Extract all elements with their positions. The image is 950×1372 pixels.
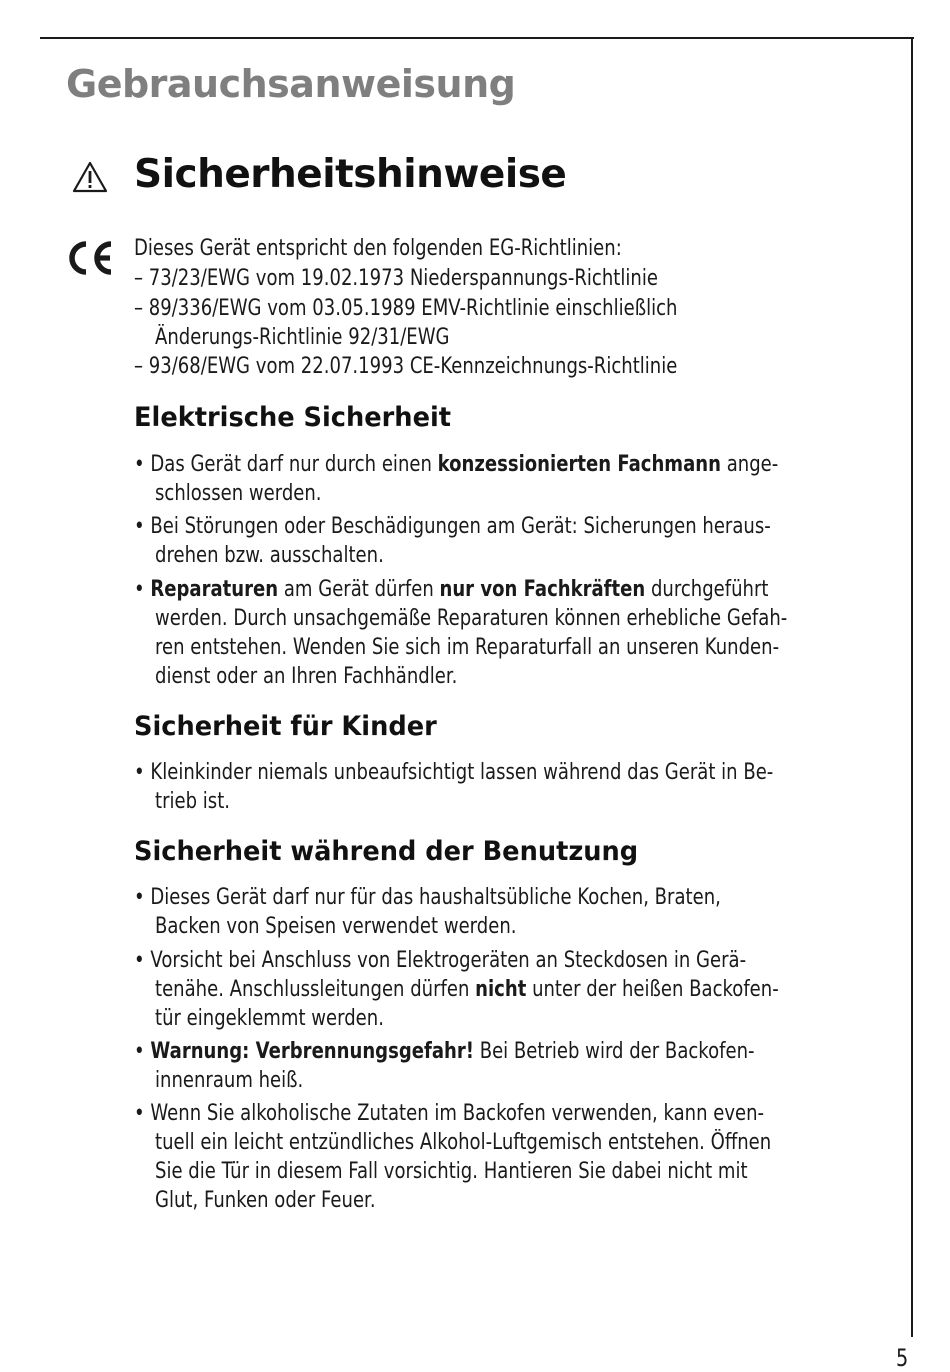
list-item-continuation: tenähe. Anschlussleitungen dürfen nicht unter der heißen Backofen- [155,977,779,1002]
list-item: • Warnung: Verbrennungsgefahr! Bei Betrieb wird der Backofen- [134,1039,755,1064]
list-item-continuation: dienst oder an Ihren Fachhändler. [155,664,458,689]
list-item-continuation: schlossen werden. [155,481,322,506]
list-item-continuation: trieb ist. [155,789,231,814]
top-rule [40,37,914,39]
list-item-continuation: innenraum heiß. [155,1068,304,1093]
list-item: • Vorsicht bei Anschluss von Elektrogeräten an Steckdosen in Gerä- [134,948,747,973]
right-rule [911,37,913,1337]
list-item: • Kleinkinder niemals unbeaufsichtigt lassen während das Gerät in Be- [134,760,774,785]
ce-directive-line: – 73/23/EWG vom 19.02.1973 Niederspannungs-Richtlinie [134,266,658,291]
list-item-continuation: tür eingeklemmt werden. [155,1006,384,1031]
list-item-continuation: Glut, Funken oder Feuer. [155,1188,376,1213]
heading-usage-safety: Sicherheit während der Benutzung [134,836,639,867]
ce-directive-line: Änderungs-Richtlinie 92/31/EWG [155,325,450,350]
ce-directive-line: – 89/336/EWG vom 03.05.1989 EMV-Richtlinie einschließlich [134,296,678,321]
list-item-continuation: tuell ein leicht entzündliches Alkohol-Luftgemisch entstehen. Öffnen [155,1130,772,1155]
list-item-continuation: werden. Durch unsachgemäße Reparaturen können erhebliche Gefah- [155,606,788,631]
ce-intro-line: Dieses Gerät entspricht den folgenden EG-Richtlinien: [134,236,622,261]
document-title: Gebrauchsanweisung [66,62,516,106]
list-item: • Bei Störungen oder Beschädigungen am Gerät: Sicherungen heraus- [134,514,771,539]
list-item: • Das Gerät darf nur durch einen konzessionierten Fachmann ange- [134,452,779,477]
list-item: • Wenn Sie alkoholische Zutaten im Backofen verwenden, kann even- [134,1101,765,1126]
list-item: • Dieses Gerät darf nur für das haushaltsübliche Kochen, Braten, [134,885,721,910]
list-item-continuation: ren entstehen. Wenden Sie sich im Reparaturfall an unseren Kunden- [155,635,780,660]
list-item-continuation: drehen bzw. ausschalten. [155,543,384,568]
ce-mark-icon [64,238,116,278]
ce-directive-line: – 93/68/EWG vom 22.07.1993 CE-Kennzeichnungs-Richtlinie [134,354,678,379]
heading-child-safety: Sicherheit für Kinder [134,711,437,742]
list-item: • Reparaturen am Gerät dürfen nur von Fachkräften durchgeführt [134,577,769,602]
heading-electrical-safety: Elektrische Sicherheit [134,402,452,433]
list-item-continuation: Backen von Speisen verwendet werden. [155,914,517,939]
section-title: Sicherheitshinweise [134,152,567,197]
warning-triangle-icon [71,160,109,194]
page-number: 5 [896,1344,909,1372]
list-item-continuation: Sie die Tür in diesem Fall vorsichtig. Hantieren Sie dabei nicht mit [155,1159,748,1184]
